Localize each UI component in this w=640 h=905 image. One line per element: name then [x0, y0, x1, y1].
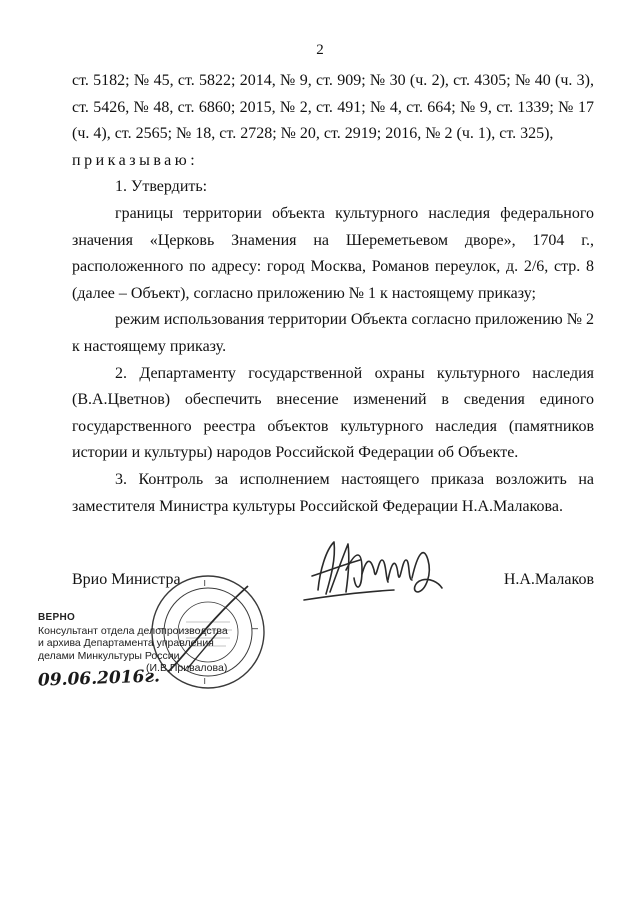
item-1-boundaries-paragraph: границы территории объекта культурного наследия федерального значения «Церковь Знамения на Шереметьевом дворе», 1704 г., расположенного по адресу: город Москва, Романов переулок, д. 2/6, стр. 8 (далее – Объект), согласно приложению № 1 к настоящему приказу;: [72, 204, 594, 302]
item-1-heading: 1. Утвердить:: [115, 178, 208, 196]
handwritten-date: [36, 660, 161, 694]
signatory-position: Врио Министра: [72, 571, 181, 588]
handwritten-signature: [290, 530, 450, 610]
certified-label: ВЕРНО: [38, 612, 76, 623]
document-body: [72, 68, 594, 520]
item-1-regime-paragraph: режим использования территории Объекта согласно приложению № 2 к настоящему приказу.: [72, 311, 594, 355]
certifier-name: (И.В.Привалова): [146, 662, 228, 674]
signatory-name: Н.А.Малаков: [503, 571, 594, 588]
certification-block: [38, 612, 238, 674]
legal-references-paragraph: ст. 5182; № 45, ст. 5822; 2014, № 9, ст. 909; № 30 (ч. 2), ст. 4305; № 40 (ч. 3), ст. 5426, № 48, ст. 6860; 2015, № 2, ст. 491; № 4, ст. 664; № 9, ст. 1339; № 17 (ч. 4), ст. 2565; № 18, ст. 2728; № 20, ст. 2919; 2016, № 2 (ч. 1), ст. 325),: [72, 72, 594, 143]
certifier-title-line-1: Консультант отдела делопроизводства: [38, 624, 228, 637]
svg-text:09.06.2016г.: 09.06.2016г.: [37, 666, 161, 691]
certifier-title-line-3: делами Минкультуры России: [38, 649, 180, 662]
page-number: 2: [316, 42, 324, 58]
item-2-paragraph: 2. Департаменту государственной охраны культурного наследия (В.А.Цветнов) обеспечить внесение изменений в сведения единого государственного реестра объектов культурного наследия (памятников истории и культуры) народов Российской Федерации об Объекте.: [72, 364, 594, 462]
certifier-title-line-2: и архива Департамента управления: [38, 637, 214, 649]
order-word: приказываю:: [72, 151, 199, 169]
item-3-paragraph: 3. Контроль за исполнением настоящего приказа возложить на заместителя Министра культуры Российской Федерации Н.А.Малакова.: [72, 470, 594, 515]
